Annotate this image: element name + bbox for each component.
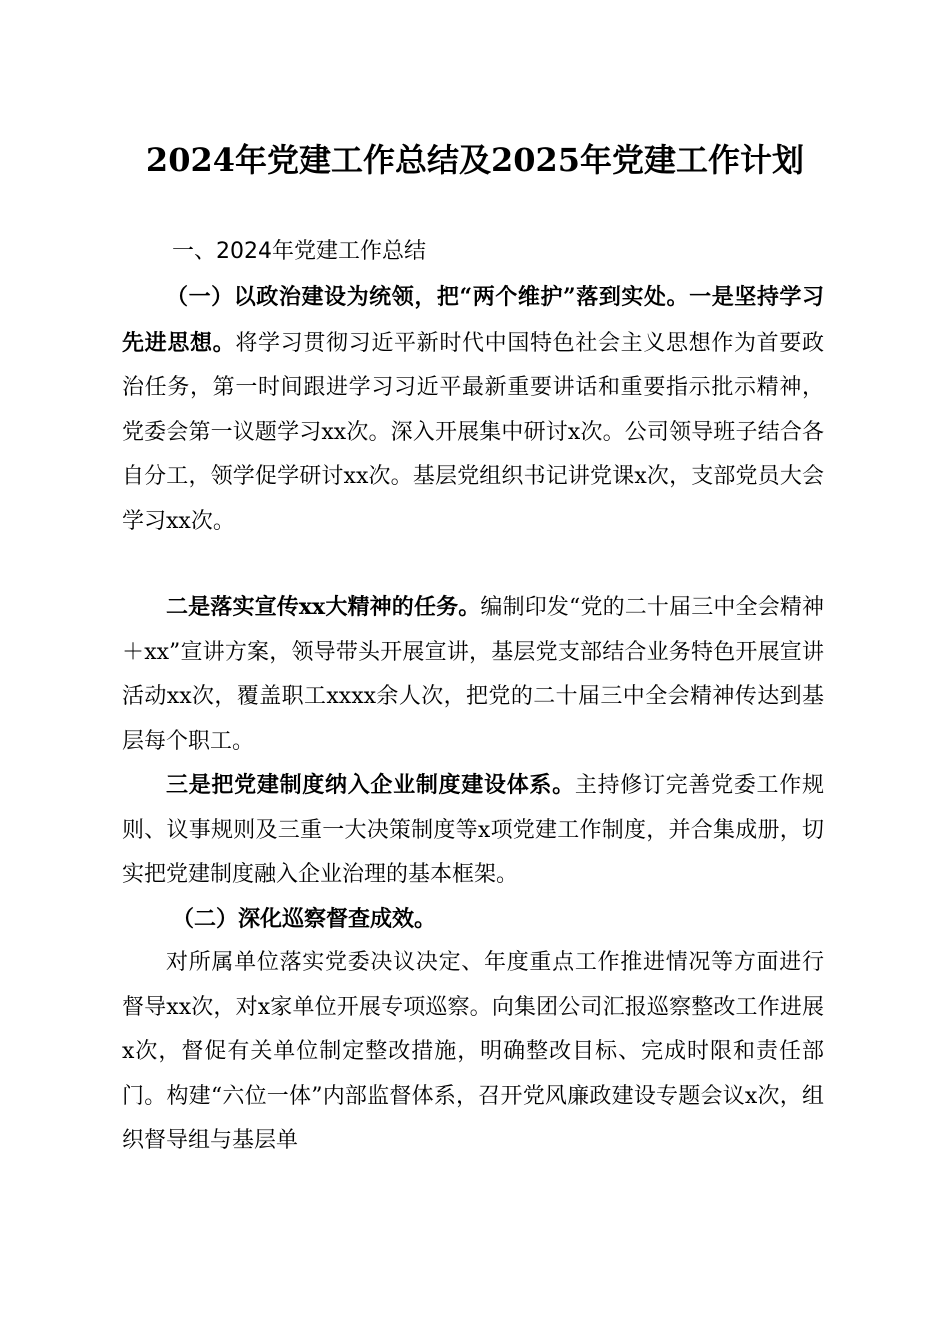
paragraph — [122, 585, 824, 764]
section-heading: 一、2024年党建工作总结 — [172, 239, 426, 264]
document-title: 2024年党建工作总结及2025年党建工作计划 — [145, 141, 805, 179]
paragraph-lead: 二是落实宣传xx大精神的任务。 — [166, 594, 481, 620]
subsection-heading — [122, 897, 824, 943]
paragraph — [122, 275, 824, 545]
paragraph — [122, 763, 824, 898]
paragraph-body: 主持修订完善党委工作规则、议事规则及三重一大决策制度等x项党建工作制度，并合集成册，切实把党建制度融入企业治理的基本框架。 — [122, 773, 824, 888]
paragraph-lead: （一）以政治建设为统领，把“两个维护”落到实处。一是坚持学习先进思想。 — [122, 284, 824, 356]
paragraph-lead: 三是把党建制度纳入企业制度建设体系。 — [166, 772, 575, 798]
paragraph-body: 对所属单位落实党委决议决定、年度重点工作推进情况等方面进行督导xx次，对x家单位开展专项巡察。向集团公司汇报巡察整改工作进展x次，督促有关单位制定整改措施，明确整改目标、完成时限和责任部门。构建“六位一体”内部监督体系，召开党风廉政建设专题会议x次，组织督导组与基层单 — [122, 950, 824, 1154]
paragraph-body: 编制印发“党的二十届三中全会精神＋xx”宣讲方案，领导带头开展宣讲，基层党支部结合业务特色开展宣讲活动xx次，覆盖职工xxxx余人次，把党的二十届三中全会精神传达到基层每个职工。 — [122, 595, 825, 754]
paragraph — [122, 941, 824, 1164]
paragraph-body: 将学习贯彻习近平新时代中国特色社会主义思想作为首要政治任务，第一时间跟进学习习近平最新重要讲话和重要指示批示精神，党委会第一议题学习xx次。深入开展集中研讨x次。公司领导班子结合各自分工，领学促学研讨xx次。基层党组织书记讲党课x次，支部党员大会学习xx次。 — [122, 330, 824, 534]
subsection-heading-text: （二）深化巡察督查成效。 — [172, 906, 437, 932]
